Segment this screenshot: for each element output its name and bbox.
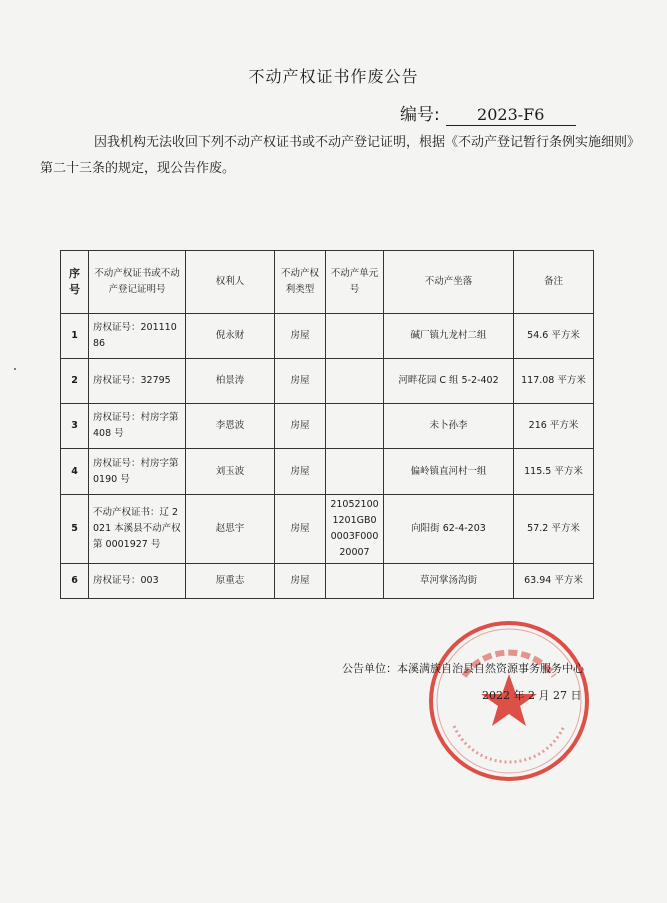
cell-note: 63.94 平方米 xyxy=(514,564,594,599)
cell-note: 57.2 平方米 xyxy=(514,495,594,564)
announcement-paragraph xyxy=(40,130,643,182)
cell-unit xyxy=(326,314,384,359)
cell-type: 房屋 xyxy=(275,495,326,564)
cell-index: 2 xyxy=(61,359,89,404)
cell-location: 向阳街 62-4-203 xyxy=(384,495,514,564)
table-row xyxy=(61,449,594,495)
header-location: 不动产坐落 xyxy=(384,251,514,314)
cell-holder: 原重志 xyxy=(186,564,275,599)
number-label: 编号: xyxy=(400,105,440,125)
cell-unit: 210521001201GB00003F00020007 xyxy=(326,495,384,564)
document-number xyxy=(400,100,576,126)
cell-index: 5 xyxy=(61,495,89,564)
header-holder: 权利人 xyxy=(186,251,275,314)
header-note: 备注 xyxy=(514,251,594,314)
cell-index: 1 xyxy=(61,314,89,359)
cell-type: 房屋 xyxy=(275,314,326,359)
cell-cert: 不动产权证书：辽 2021 本溪县不动产权第 0001927 号 xyxy=(89,495,186,564)
cell-cert: 房权证号：32795 xyxy=(89,359,186,404)
table-row xyxy=(61,314,594,359)
cell-unit xyxy=(326,359,384,404)
cell-location: 河畔花园 C 组 5-2-402 xyxy=(384,359,514,404)
paragraph-line-2: 第二十三条的规定，现公告作废。 xyxy=(40,161,236,176)
cell-note: 115.5 平方米 xyxy=(514,449,594,495)
number-value: 2023-F6 xyxy=(446,105,576,126)
cell-cert: 房权证号：20111086 xyxy=(89,314,186,359)
paragraph-line-1: 因我机构无法收回下列不动产权证书或不动产登记证明，根据《不动产登记暂行条例实施细则》 xyxy=(94,135,641,150)
scan-speck xyxy=(14,368,16,370)
table-row xyxy=(61,495,594,564)
cell-index: 3 xyxy=(61,404,89,449)
cell-note: 54.6 平方米 xyxy=(514,314,594,359)
cell-type: 房屋 xyxy=(275,449,326,495)
cell-type: 房屋 xyxy=(275,564,326,599)
cell-note: 117.08 平方米 xyxy=(514,359,594,404)
cell-holder: 赵思宇 xyxy=(186,495,275,564)
table-row xyxy=(61,359,594,404)
cell-cert: 房权证号：村房字第 408 号 xyxy=(89,404,186,449)
cell-type: 房屋 xyxy=(275,359,326,404)
header-cert: 不动产权证书或不动产登记证明号 xyxy=(89,251,186,314)
cell-holder: 柏景涛 xyxy=(186,359,275,404)
table-header-row xyxy=(61,251,594,314)
cell-holder: 刘玉波 xyxy=(186,449,275,495)
cell-cert: 房权证号：村房字第 0190 号 xyxy=(89,449,186,495)
cell-index: 4 xyxy=(61,449,89,495)
cell-holder: 倪永财 xyxy=(186,314,275,359)
cell-type: 房屋 xyxy=(275,404,326,449)
certificate-table xyxy=(60,250,594,599)
document-title: 不动产权证书作废公告 xyxy=(248,67,419,86)
cell-holder: 李恩波 xyxy=(186,404,275,449)
issue-date: 2022 年 2 月 27 日 xyxy=(482,689,582,702)
cell-location: 碱厂镇九龙村二组 xyxy=(384,314,514,359)
cell-note: 216 平方米 xyxy=(514,404,594,449)
cell-index: 6 xyxy=(61,564,89,599)
cell-unit xyxy=(326,449,384,495)
header-unit: 不动产单元号 xyxy=(326,251,384,314)
issuer-line: 公告单位：本溪满族自治县自然资源事务服务中心 xyxy=(342,662,584,675)
cell-unit xyxy=(326,564,384,599)
cell-location: 偏岭镇直河村一组 xyxy=(384,449,514,495)
header-type: 不动产权利类型 xyxy=(275,251,326,314)
cell-location: 未卜孙李 xyxy=(384,404,514,449)
cell-location: 草河掌汤沟街 xyxy=(384,564,514,599)
cell-unit xyxy=(326,404,384,449)
table-row xyxy=(61,404,594,449)
table-row xyxy=(61,564,594,599)
header-index: 序号 xyxy=(61,251,89,314)
cell-cert: 房权证号：003 xyxy=(89,564,186,599)
